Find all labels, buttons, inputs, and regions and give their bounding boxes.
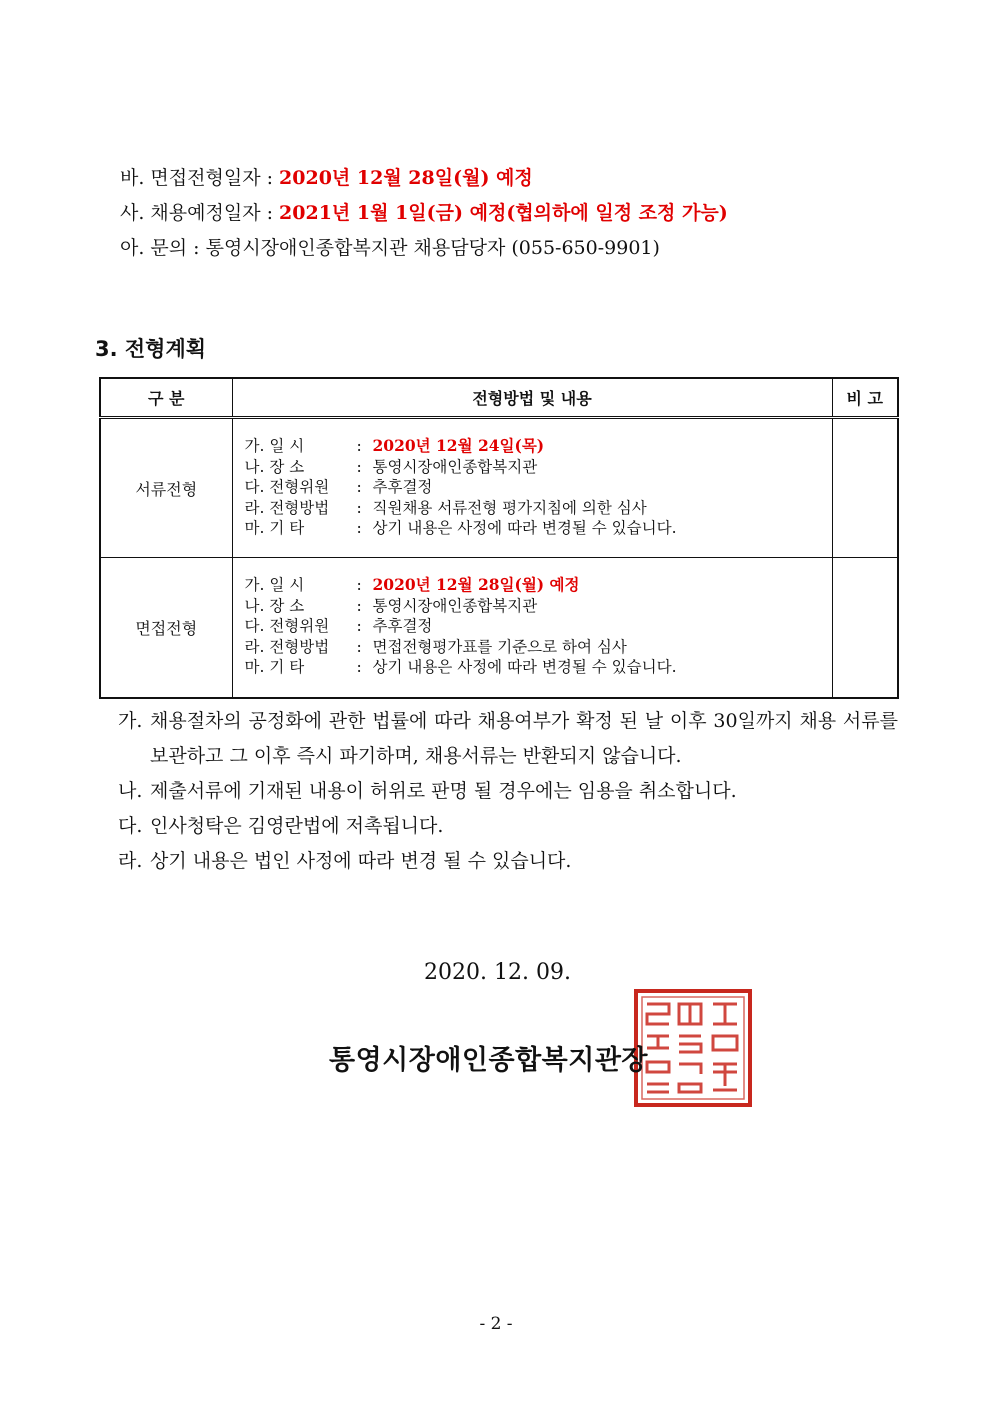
official-seal xyxy=(633,988,753,1108)
row-item: 라. 전형방법 : 면접전형평가표를 기준으로 하여 심사 xyxy=(244,637,627,656)
header-category: 구 분 xyxy=(100,378,232,418)
info-hire-date: 사. 채용예정일자 : 2021년 1월 1일(금) 예정(협의하에 일정 조정 가능) xyxy=(120,202,728,224)
row-item: 가. 일 시 : 2020년 12월 24일(목) xyxy=(244,436,545,455)
note-item: 라. 상기 내용은 법인 사정에 따라 변경 될 수 있습니다. xyxy=(118,850,572,872)
selection-plan-table xyxy=(99,377,899,699)
row-category: 면접전형 xyxy=(100,558,232,698)
section-title: 3. 전형계획 xyxy=(95,337,207,361)
info-interview-date: 바. 면접전형일자 : 2020년 12월 28일(월) 예정 xyxy=(120,167,533,189)
table-row xyxy=(100,558,898,698)
organization-name: 통영시장애인종합복지관장 xyxy=(329,1045,648,1076)
info-contact: 아. 문의 : 통영시장애인종합복지관 채용담당자 (055-650-9901) xyxy=(120,237,660,259)
notes-list xyxy=(118,704,898,879)
row-remark xyxy=(832,558,898,698)
page-number: - 2 - xyxy=(479,1314,513,1334)
note-item: 다. 인사청탁은 김영란법에 저촉됩니다. xyxy=(118,815,444,837)
hire-date-value: 2021년 1월 1일(금) 예정(협의하에 일정 조정 가능) xyxy=(279,202,728,224)
interview-date-value: 2020년 12월 28일(월) 예정 xyxy=(279,167,533,189)
table-row xyxy=(100,418,898,558)
row-item: 나. 장 소 : 통영시장애인종합복지관 xyxy=(244,596,538,615)
row-category: 서류전형 xyxy=(100,418,232,558)
table-header-row xyxy=(100,378,898,418)
row-item: 다. 전형위원 : 추후결정 xyxy=(244,617,433,635)
header-remark: 비 고 xyxy=(832,378,898,418)
row-item: 가. 일 시 : 2020년 12월 28일(월) 예정 xyxy=(244,575,580,594)
row-item: 다. 전형위원 : 추후결정 xyxy=(244,478,433,496)
row-remark xyxy=(832,418,898,558)
header-content: 전형방법 및 내용 xyxy=(232,378,832,418)
row-item: 나. 장 소 : 통영시장애인종합복지관 xyxy=(244,457,538,476)
row-content xyxy=(232,558,832,698)
row-item: 마. 기 타 : 상기 내용은 사정에 따라 변경될 수 있습니다. xyxy=(244,658,677,676)
row-item: 라. 전형방법 : 직원채용 서류전형 평가지침에 의한 심사 xyxy=(244,498,647,517)
row-item: 마. 기 타 : 상기 내용은 사정에 따라 변경될 수 있습니다. xyxy=(244,519,677,537)
row-content xyxy=(232,418,832,558)
note-item: 나. 제출서류에 기재된 내용이 허위로 판명 될 경우에는 임용을 취소합니다. xyxy=(118,780,737,802)
document-date: 2020. 12. 09. xyxy=(424,960,571,985)
note-item: 가. 채용절차의 공정화에 관한 법률에 따라 채용여부가 확정 된 날 이후 30일까지 채용 서류를 보관하고 그 이후 즉시 파기하며, 채용서류는 반환되지 않습니다. xyxy=(118,710,898,767)
